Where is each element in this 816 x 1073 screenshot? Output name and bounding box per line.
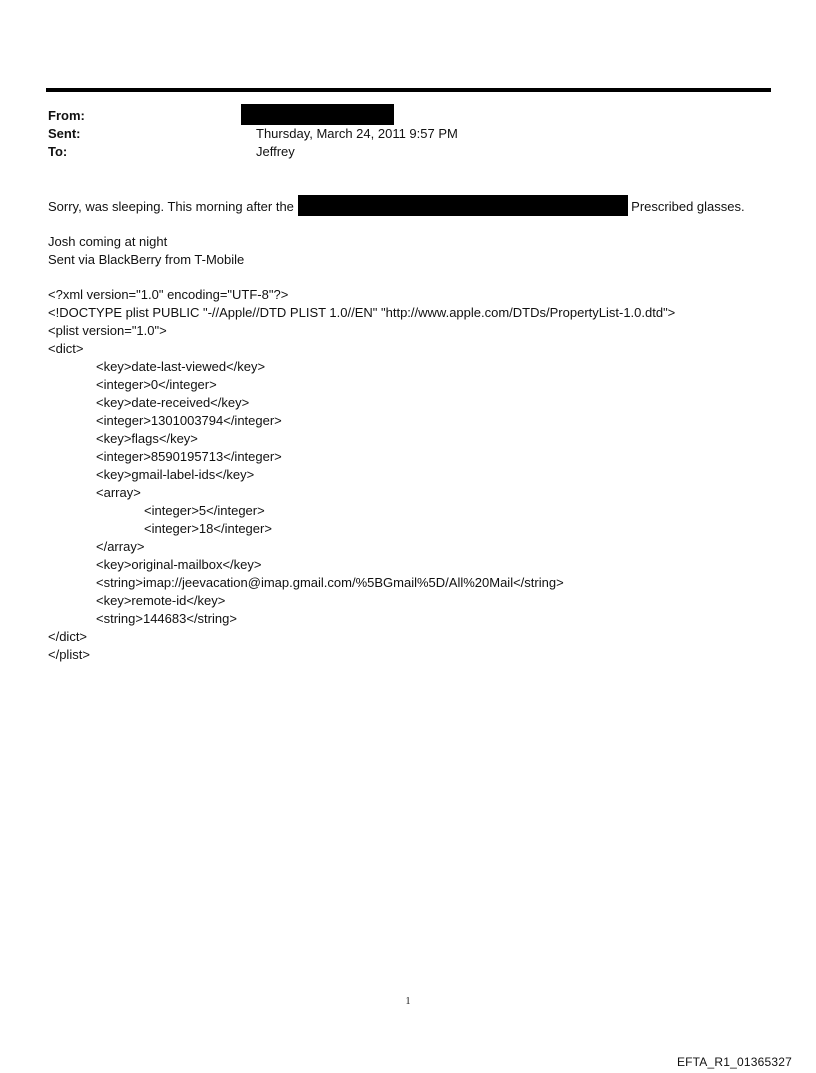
email-header xyxy=(48,107,768,161)
plist-line: </array> xyxy=(96,539,145,554)
message-line-2: Josh coming at night xyxy=(48,234,168,249)
from-redaction xyxy=(241,104,394,125)
plist-line: <key>date-last-viewed</key> xyxy=(96,359,266,374)
plist-line: <key>gmail-label-ids</key> xyxy=(96,467,255,482)
plist-line: <key>date-received</key> xyxy=(96,395,250,410)
message-line-1 xyxy=(48,198,768,216)
sent-label: Sent: xyxy=(48,126,81,141)
plist-line: <key>flags</key> xyxy=(96,431,198,446)
plist-line: <integer>18</integer> xyxy=(144,521,272,536)
plist-line: <plist version="1.0"> xyxy=(48,323,167,338)
plist-line: <integer>1301003794</integer> xyxy=(96,413,282,428)
plist-line: <string>imap://jeevacation@imap.gmail.com/%5BGmail%5D/All%20Mail</string> xyxy=(96,575,564,590)
to-row xyxy=(48,143,768,161)
sent-row xyxy=(48,125,768,143)
to-label: To: xyxy=(48,144,68,159)
message-line-1-start: Sorry, was sleeping. This morning after the xyxy=(48,199,294,214)
plist-line: <dict> xyxy=(48,341,84,356)
plist-line: </dict> xyxy=(48,629,88,644)
plist-line: <!DOCTYPE plist PUBLIC "-//Apple//DTD PLIST 1.0//EN" "http://www.apple.com/DTDs/PropertyList-1.0.dtd"> xyxy=(48,305,676,320)
paragraph-gap xyxy=(48,269,768,286)
plist-line: <integer>5</integer> xyxy=(144,503,265,518)
plist-line: </plist> xyxy=(48,647,90,662)
plist-line: <array> xyxy=(96,485,141,500)
message-line-3: Sent via BlackBerry from T-Mobile xyxy=(48,252,245,267)
email-body xyxy=(48,198,768,664)
message-line-1-end: Prescribed glasses. xyxy=(631,199,745,214)
from-row xyxy=(48,107,768,125)
plist-line: <key>remote-id</key> xyxy=(96,593,226,608)
document-id: EFTA_R1_01365327 xyxy=(676,1055,792,1069)
plist-line: <key>original-mailbox</key> xyxy=(96,557,262,572)
header-rule xyxy=(46,88,771,92)
from-label: From: xyxy=(48,108,85,123)
plist-line: <string>144683</string> xyxy=(96,611,237,626)
page-number: 1 xyxy=(405,996,411,1007)
plist-line: <integer>0</integer> xyxy=(96,377,217,392)
plist-line: <integer>8590195713</integer> xyxy=(96,449,282,464)
plist-line: <?xml version="1.0" encoding="UTF-8"?> xyxy=(48,287,289,302)
to-value: Jeffrey xyxy=(256,144,295,159)
paragraph-gap xyxy=(48,216,768,233)
sent-value: Thursday, March 24, 2011 9:57 PM xyxy=(256,126,458,141)
body-redaction xyxy=(298,195,628,216)
